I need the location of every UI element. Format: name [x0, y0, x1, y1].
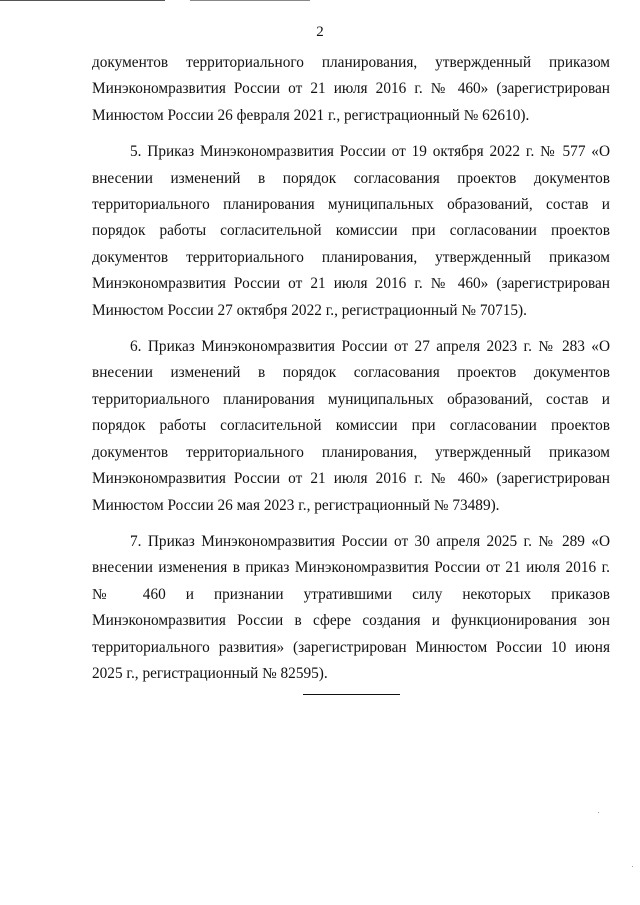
paragraph-item-5: 5. Приказ Минэкономразвития России от 19 октября 2022 г. № 577 «О внесении изменений в порядок согласования проектов документов территориального планирования муниципальных образований, состав и порядок работы согласительной комиссии при согласовании проектов документов территориального планирования, утвержденный приказом Минэкономразвития России от 21 июля 2016 г. № 460» (зарегистрирован Минюстом России 27 октября 2022 г., регистрационный № 70715). — [92, 143, 610, 319]
paragraph-item-6: 6. Приказ Минэкономразвития России от 27 апреля 2023 г. № 283 «О внесении изменений в порядок согласования проектов документов территориального планирования муниципальных образований, состав и порядок работы согласительной комиссии при согласовании проектов документов территориального планирования, утвержденный приказом Минэкономразвития России от 21 июля 2016 г. № 460» (зарегистрирован Минюстом России 26 мая 2023 г., регистрационный № 73489). — [92, 338, 610, 514]
page-number: 2 — [316, 24, 324, 40]
scan-speck — [598, 812, 599, 813]
closing-rule — [303, 694, 400, 695]
scan-edge-line-secondary — [190, 0, 310, 1]
paragraph-continuation: документов территориального планирования, утвержденный приказом Минэкономразвития России от 21 июля 2016 г. № 460» (зарегистрирован Минюстом России 26 февраля 2021 г., регистрационный № 62610). — [92, 54, 610, 124]
scan-speck — [632, 866, 633, 867]
scan-edge-line — [0, 0, 165, 1]
paragraph-item-7: 7. Приказ Минэкономразвития России от 30 апреля 2025 г. № 289 «О внесении изменения в приказ Минэкономразвития России от 21 июля 2016 г. № 460 и признании утратившими силу некоторых приказов Минэкономразвития России в сфере создания и функционирования зон территориального развития» (зарегистрирован Минюстом России 10 июня 2025 г., регистрационный № 82595). — [92, 532, 610, 682]
document-body — [92, 50, 610, 687]
